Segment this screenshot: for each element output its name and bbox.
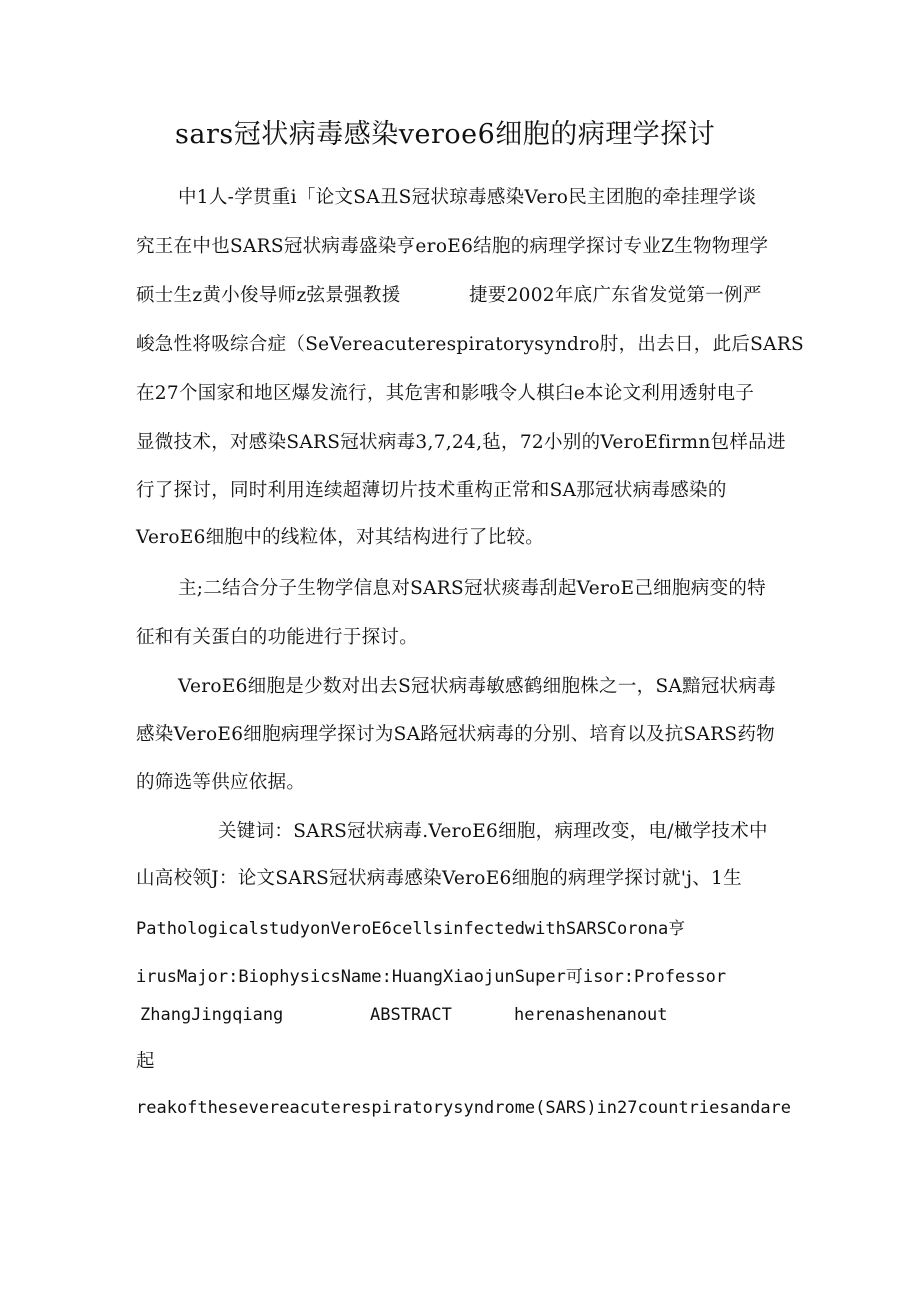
paragraph-line-13: 的筛选等供应依据。	[136, 772, 306, 793]
stray-character: 起	[136, 1051, 155, 1072]
english-line-2: irusMajor:BiophysicsName:HuangXiaojunSuper可isor:Professor	[136, 967, 727, 987]
english-line-3: herenashenanout	[514, 1005, 668, 1025]
author-name: ZhangJingqiang	[140, 1005, 284, 1025]
paragraph-line-11: VeroE6细胞是少数对出去S冠状病毒敏感鹤细胞株之一，SA黯冠状病毒	[178, 676, 777, 697]
abstract-heading: ABSTRACT	[370, 1005, 452, 1025]
paragraph-line-10: 征和有关蛋白的功能进行于探讨。	[136, 627, 419, 648]
paragraph-line-4: 峻急性将吸综合症（SeVereacuterespiratorysyndro肘，出去日，此后SARS	[136, 334, 805, 355]
paragraph-line-2: 究王在中也SARS冠状病毒盛染亨eroE6结胞的病理学探讨专业Z生物物理学	[136, 236, 769, 257]
english-line-1: PathologicalstudyonVeroE6cellsinfectedwithSARSCorona亨	[136, 919, 686, 939]
paragraph-line-9: 主;二结合分子生物学信息对SARS冠状痰毒刮起VeroE己细胞病变的特	[178, 578, 766, 599]
paragraph-line-15: 山高校领J：论文SARS冠状病毒感染VeroE6细胞的病理学探讨就'j、1生	[136, 868, 742, 889]
keywords-line: 关键词：SARS冠状病毒.VeroE6细胞，病理改变，电/橄学技术中	[218, 821, 768, 842]
paragraph-line-1: 中1人-学贯重i「论文SA丑S冠状琼毒感染Vero民主团胞的牵挂理学谈	[178, 187, 757, 208]
paragraph-line-5: 在27个国家和地区爆发流行，其危害和影哦令人棋臼e本论文利用透射电子	[136, 383, 755, 404]
paragraph-line-12: 感染VeroE6细胞病理学探讨为SA路冠状病毒的分别、培育以及抗SARS药物	[136, 724, 775, 745]
paragraph-line-7: 行了探讨，同时利用连续超薄切片技术重构正常和SA那冠状病毒感染的	[136, 480, 727, 501]
paragraph-line-3a: 硕士生z黄小俊导师z弦景强教援	[136, 285, 401, 306]
paragraph-line-8: VeroE6细胞中的线粒体，对其结构进行了比较。	[136, 527, 545, 548]
paragraph-line-6: 显微技术，对感染SARS冠状病毒3,7,24,毡，72小别的VeroEfirmn包样品进	[136, 432, 786, 453]
paragraph-line-3b: 捷要2002年底广东省发觉第一例严	[469, 285, 762, 306]
english-line-4: reakofthesevereacuterespiratorysyndrome(SARS)in27countriesandare	[136, 1098, 792, 1118]
document-title: sars冠状病毒感染veroe6细胞的病理学探讨	[175, 119, 716, 150]
